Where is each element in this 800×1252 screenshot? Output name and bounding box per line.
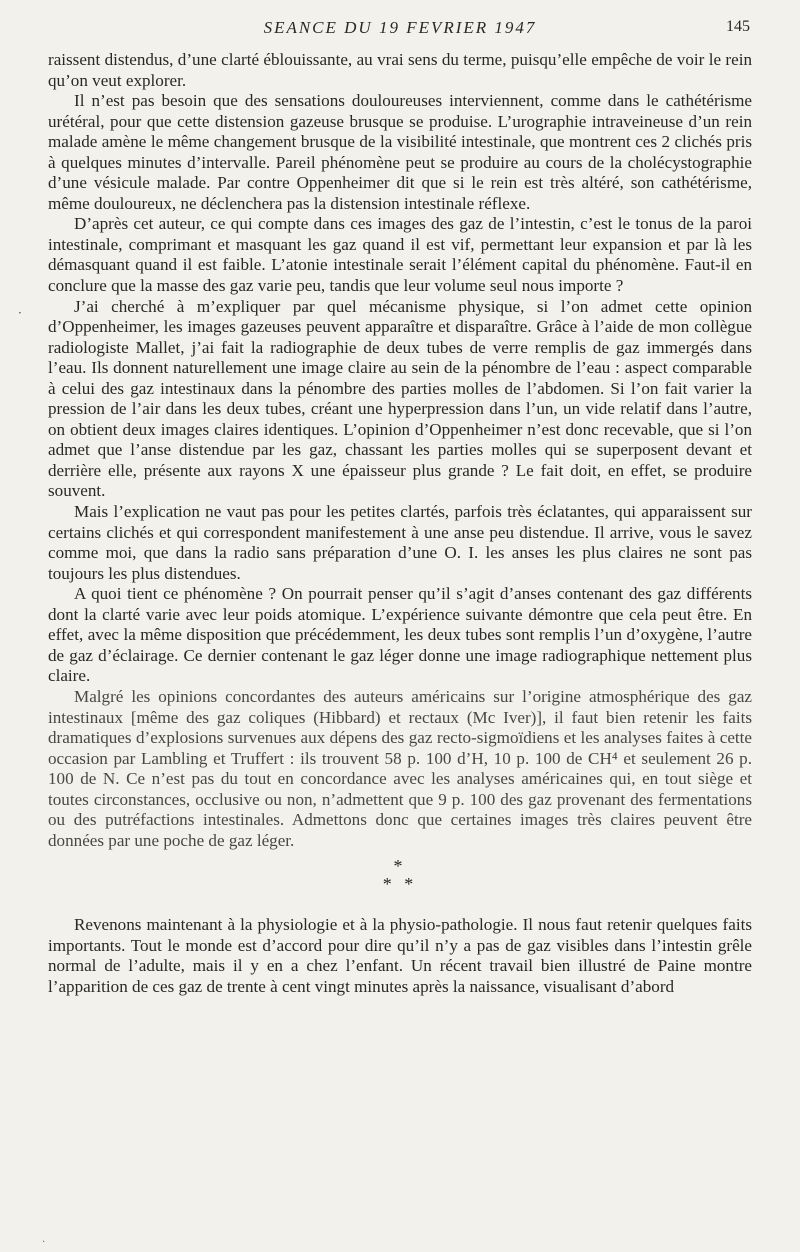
paragraph-5: Mais l’explication ne vaut pas pour les petites clartés, parfois très éclatantes, qui apparaissent sur certains clichés et qui correspondent manifestement à une anse peu distendue. Il arrive, vous le savez comme moi, que dans la radio sans préparation d’une O. I. les anses les plus claires ne sont pas toujours les plus distendues. [48,502,752,583]
page-number: 145 [726,18,750,35]
asterism-bottom: * * [382,874,418,895]
page-header [48,14,752,42]
section-break [48,857,752,893]
paragraph-4: J’ai cherché à m’expliquer par quel mécanisme physique, si l’on admet cette opinion d’Oppenheimer, les images gazeuses peuvent apparaître et disparaître. Grâce à l’aide de mon collègue radiologiste Mallet, j’ai fait la radiographie de deux tubes de verre remplis de gaz immergés dans l’eau. Ils donnent naturellement une image claire au sein de la pénombre de l’eau : aspect comparable à celui des gaz intestinaux dans la pénombre des parties molles de l’abdomen. Si l’on fait varier la pression de l’air dans les deux tubes, créant une hyperpression dans l’un, un vide relatif dans l’autre, on obtient deux images claires identiques. L’opinion d’Oppenheimer n’est donc recevable, que si l’on admet que l’anse distendue par les gaz, chassant les parties molles qui se superposent devant et derrière elle, présente aux rayons X une épaisseur plus grande ? Le fait doit, en effet, se produire souvent. [48,296,752,501]
corner-mark: · [42,1237,46,1248]
paragraph-2: Il n’est pas besoin que des sensations douloureuses interviennent, comme dans le cathétérisme urétéral, pour que cette distension gazeuse brusque se produise. L’urographie intraveineuse d’un rein malade amène le même changement brusque de la visibilité intestinale, que montrent ces 2 clichés pris à quelques minutes d’intervalle. Pareil phénomène peut se produire au cours de la cholécystographie d’une vésicule malade. Par contre Oppenheimer dit que si le rein est très altéré, son cathétérisme, même douloureux, ne déclenchera pas la distension intestinale réflexe. [48,91,752,213]
running-head: SEANCE DU 19 FEVRIER 1947 [263,18,537,37]
asterism-top: * [393,856,407,877]
paragraph-6: A quoi tient ce phénomène ? On pourrait penser qu’il s’agit d’anses contenant des gaz différents dont la clarté varie avec leur poids atomique. L’expérience suivante démontre que cela peut être. En effet, avec la même disposition que précédemment, les deux tubes sont remplis l’un d’oxygène, l’autre de gaz d’éclairage. Ce dernier contenant le gaz léger donne une image radiographique nettement plus claire. [48,584,752,686]
margin-mark: · [18,306,22,320]
body-text [48,50,752,998]
section-gap [48,893,752,915]
paragraph-7: Malgré les opinions concordantes des auteurs américains sur l’origine atmosphérique des gaz intestinaux [même des gaz coliques (Hibbard) et rectaux (Mc Iver)], il faut bien retenir les faits dramatiques d’explosions survenues aux dépens des gaz recto-sigmoïdiens et les analyses faites à cette occasion par Lambling et Truffert : ils trouvent 58 p. 100 d’H, 10 p. 100 de CH⁴ et seulement 26 p. 100 de N. Ce n’est pas du tout en concordance avec les analyses américaines qui, en tout siège et toutes circonstances, occlusive ou non, n’admettent que 9 p. 100 des gaz provenant des fermentations ou des putréfactions intestinales. Admettons donc que certaines images très claires peuvent être données par une poche de gaz léger. [48,686,752,850]
paragraph-8: Revenons maintenant à la physiologie et à la physio-pathologie. Il nous faut retenir quelques faits importants. Tout le monde est d’accord pour dire qu’il n’y a pas de gaz visibles dans l’intestin grêle normal de l’adulte, mais il y en a chez l’enfant. Un récent travail bien illustré de Paine montre l’apparition de ces gaz de trente à cent vingt minutes après la naissance, visualisant d’abord [48,915,752,996]
paragraph-3: D’après cet auteur, ce qui compte dans ces images des gaz de l’intestin, c’est le tonus de la paroi intestinale, comprimant et masquant les gaz quand il est vif, permettant leur expansion et par là les démasquant quand il est faible. L’atonie intestinale serait l’élément capital du phénomène. Faut-il en conclure que la masse des gaz varie peu, tandis que leur volume seul nous importe ? [48,214,752,296]
paragraph-1: raissent distendus, d’une clarté éblouissante, au vrai sens du terme, puisqu’elle empêche de voir le rein qu’on veut explorer. [48,50,752,90]
